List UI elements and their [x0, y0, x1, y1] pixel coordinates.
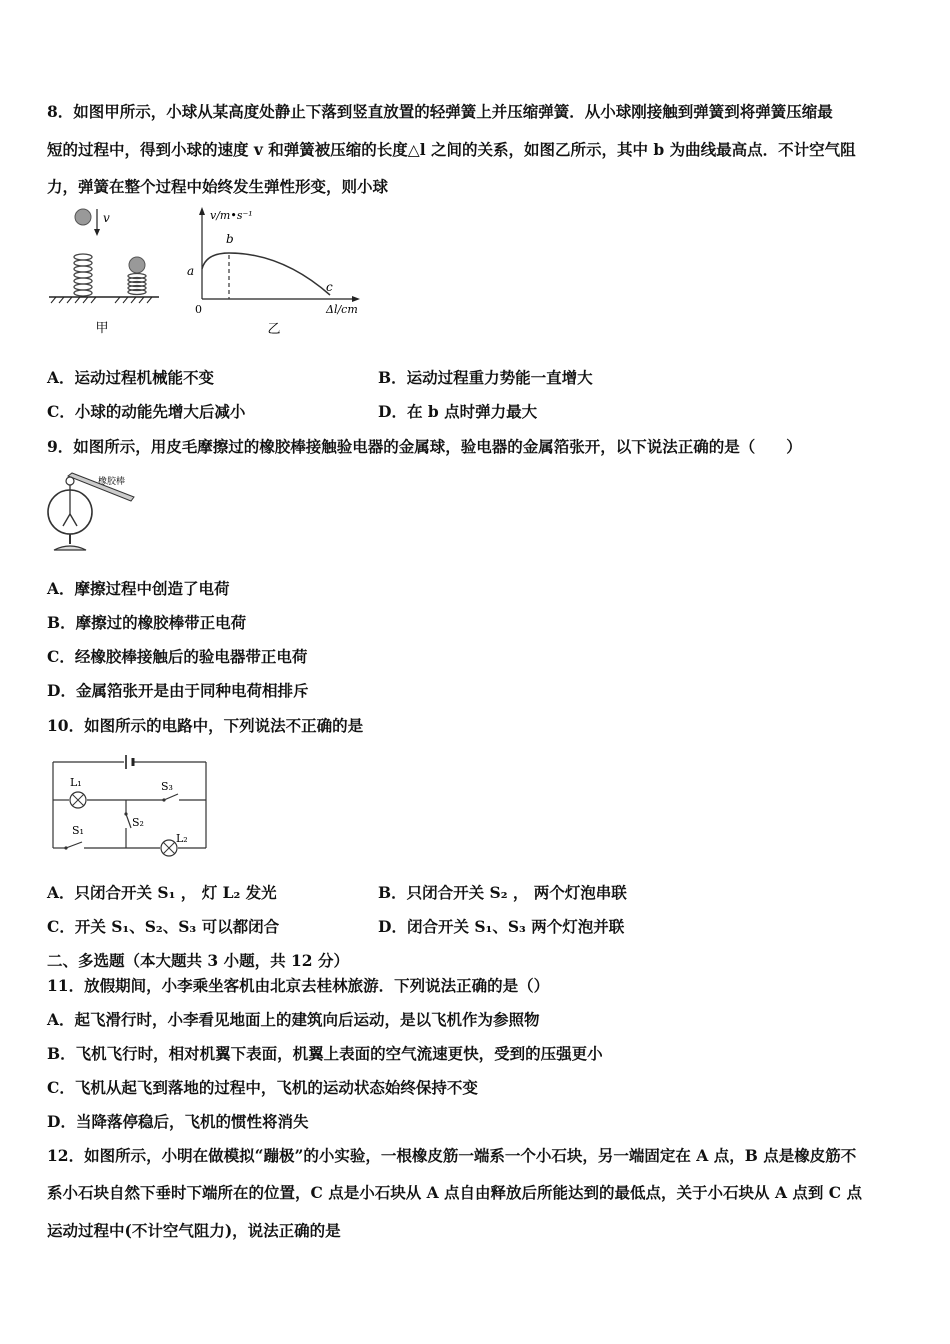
q8-option-b: B．运动过程重力势能一直增大 [378, 368, 593, 387]
q9-electroscope-figure [42, 470, 142, 558]
q10-option-b: B．只闭合开关 S₂ ， 两个灯泡串联 [378, 883, 627, 902]
q12-stem-line-2: 系小石块自然下垂时下端所在的位置，C 点是小石块从 A 点自由释放后所能达到的最低点，关于小石块从 A 点到 C 点 [47, 1183, 863, 1202]
point-c-label: c [326, 280, 333, 294]
switch-s2-icon [124, 812, 131, 828]
q9-stem: 9．如图所示，用皮毛摩擦过的橡胶棒接触验电器的金属球，验电器的金属箔张开，以下说法正确的是（ ） [47, 437, 802, 456]
arrow-down-icon [94, 229, 100, 236]
q8-stem-line-1: 8．如图甲所示，小球从某高度处静止下落到竖直放置的轻弹簧上并压缩弹簧．从小球刚接触到弹簧到将弹簧压缩最 [47, 102, 833, 121]
q9-option-b: B．摩擦过的橡胶棒带正电荷 [47, 613, 247, 632]
q9-option-c: C．经橡胶棒接触后的验电器带正电荷 [47, 647, 308, 666]
spring-compressed [128, 274, 146, 295]
velocity-label: v [103, 211, 110, 225]
s1-label: S₁ [72, 824, 84, 837]
metal-foil-leaves [63, 514, 77, 526]
switch-s1-icon [64, 842, 82, 850]
falling-ball [75, 209, 91, 225]
q9-option-d: D．金属箔张开是由于同种电荷相排斥 [47, 681, 309, 700]
q11-option-b: B．飞机飞行时，相对机翼下表面，机翼上表面的空气流速更快，受到的压强更小 [47, 1044, 603, 1063]
q12-stem-line-1: 12．如图所示，小明在做模拟“蹦极”的小实验，一根橡皮筋一端系一个小石块，另一端固定在 A 点，B 点是橡皮筋不 [47, 1146, 857, 1165]
battery-icon [126, 755, 133, 769]
q10-option-a: A．只闭合开关 S₁ ， 灯 L₂ 发光 [47, 883, 277, 902]
q8-stem-line-2: 短的过程中，得到小球的速度 v 和弹簧被压缩的长度△l 之间的关系，如图乙所示，其中 b 为曲线最高点．不计空气阻 [47, 140, 856, 159]
electroscope-base [54, 546, 86, 550]
q8-option-d: D．在 b 点时弹力最大 [378, 402, 538, 421]
point-b-label: b [226, 232, 234, 246]
velocity-curve [202, 253, 330, 295]
q11-option-d: D．当降落停稳后，飞机的惯性将消失 [47, 1112, 309, 1131]
l1-label: L₁ [70, 776, 82, 789]
q12-stem-line-3: 运动过程中(不计空气阻力)，说法正确的是 [47, 1221, 341, 1240]
l2-label: L₂ [176, 832, 188, 845]
graph-x-axis-label: Δl/cm [326, 303, 358, 316]
figure-yi-label: 乙 [267, 322, 281, 337]
origin-label: 0 [195, 303, 202, 316]
q10-option-c: C．开关 S₁、S₂、S₃ 可以都闭合 [47, 917, 280, 936]
q11-option-a: A．起飞滑行时，小李看见地面上的建筑向后运动，是以飞机作为参照物 [47, 1010, 540, 1029]
q10-option-d: D．闭合开关 S₁、S₃ 两个灯泡并联 [378, 917, 625, 936]
spring-uncompressed [74, 254, 92, 296]
rubber-rod-label: 橡胶棒 [98, 477, 126, 487]
metal-ball [66, 477, 74, 485]
lamp-l1-icon [70, 792, 86, 808]
q10-circuit-diagram [46, 752, 216, 860]
ball-on-spring [129, 257, 145, 273]
q11-stem: 11．放假期间，小李乘坐客机由北京去桂林旅游．下列说法正确的是（） [47, 976, 550, 995]
section2-title: 二、多选题（本大题共 3 小题，共 12 分） [47, 951, 349, 970]
q8-option-a: A．运动过程机械能不变 [47, 368, 215, 387]
q9-option-a: A．摩擦过程中创造了电荷 [47, 579, 230, 598]
q8-stem-line-3: 力，弹簧在整个过程中始终发生弹性形变，则小球 [47, 177, 389, 196]
q11-option-c: C．飞机从起飞到落地的过程中，飞机的运动状态始终保持不变 [47, 1078, 478, 1097]
switch-s3-icon [162, 794, 178, 802]
q8-figure-yi-graph [182, 203, 372, 341]
graph-y-axis-label: v/m•s⁻¹ [210, 209, 253, 222]
lamp-l2-icon [161, 840, 177, 856]
point-a-label: a [187, 264, 195, 278]
q8-option-c: C．小球的动能先增大后减小 [47, 402, 246, 421]
figure-jia-label: 甲 [95, 321, 109, 336]
s3-label: S₃ [161, 780, 173, 793]
s2-label: S₂ [132, 816, 144, 829]
q8-figure-jia [44, 205, 164, 340]
q10-stem: 10．如图所示的电路中，下列说法不正确的是 [47, 716, 364, 735]
